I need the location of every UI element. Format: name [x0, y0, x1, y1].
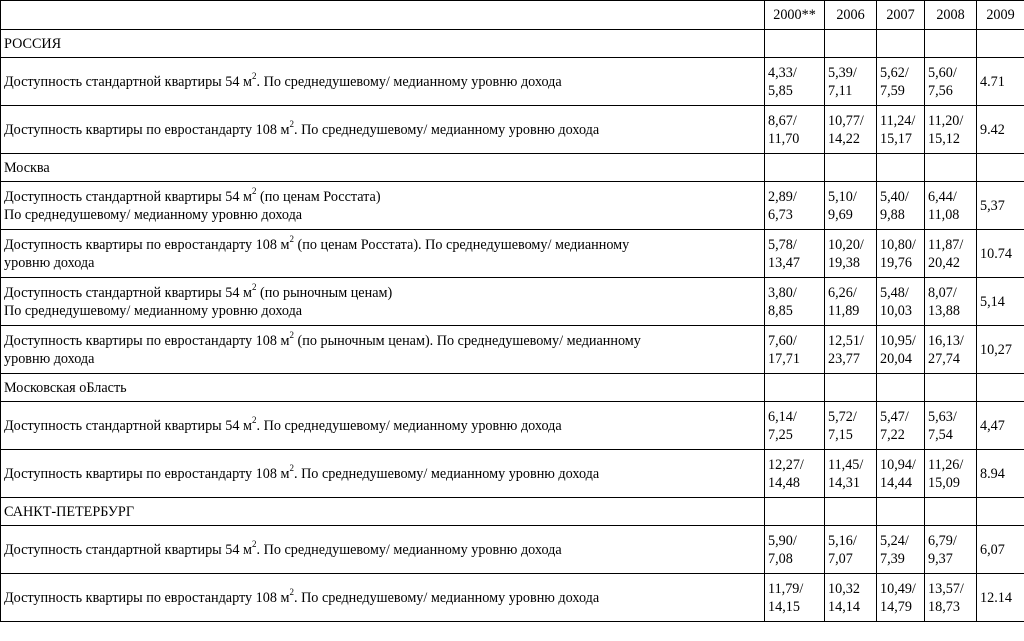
section-title: Москва — [1, 154, 765, 182]
value-cell-2008 — [925, 106, 977, 154]
value-line: 5,62/ — [880, 64, 909, 81]
value-line: 5,10/ — [828, 188, 857, 205]
value-line: 14,79 — [880, 598, 912, 615]
value-line: 5,85 — [768, 82, 793, 99]
section-empty-cell — [825, 154, 877, 182]
value-cell-2007 — [877, 106, 925, 154]
value-line: 13,57/ — [928, 580, 964, 597]
label-text: Доступность квартиры по евростандарту 108 м — [4, 121, 290, 138]
label-text: . По среднедушевому/ медианному уровню дохода — [293, 589, 600, 606]
squared-superscript: 2 — [289, 462, 294, 473]
value-line: 14,48 — [768, 474, 800, 491]
value-line: 9,37 — [928, 550, 953, 567]
value-line: 5,48/ — [880, 284, 909, 301]
label-text: Доступность квартиры по евростандарту 108 м — [4, 465, 290, 482]
value-line: 10.74 — [980, 245, 1012, 262]
value-line: 7,11 — [828, 82, 853, 99]
value-line: 11,08 — [928, 206, 960, 223]
metric-row — [1, 58, 1024, 106]
value-cell-2008 — [925, 526, 977, 574]
section-empty-cell — [925, 498, 977, 526]
value-cell-2008 — [925, 230, 977, 278]
label-text: По среднедушевому/ медианному уровню дохода — [4, 302, 303, 319]
value-cell-2007 — [877, 326, 925, 374]
label-text: . По среднедушевому/ медианному уровню дохода — [293, 121, 600, 138]
section-empty-cell — [825, 30, 877, 58]
value-line: 4,33/ — [768, 64, 797, 81]
label-text: Доступность стандартной квартиры 54 м — [4, 73, 252, 90]
value-line: 8,07/ — [928, 284, 957, 301]
value-line: 12,27/ — [768, 456, 804, 473]
metric-label-line — [4, 462, 761, 483]
label-text: уровню дохода — [4, 254, 95, 271]
label-text: уровню дохода — [4, 350, 95, 367]
value-cell-2006 — [825, 574, 877, 622]
section-empty-cell — [877, 154, 925, 182]
label-text: Доступность квартиры по евростандарту 108 м — [4, 332, 290, 349]
section-empty-cell — [765, 30, 825, 58]
value-cell-2000 — [765, 326, 825, 374]
squared-superscript: 2 — [251, 185, 257, 196]
label-text: Доступность стандартной квартиры 54 м — [4, 417, 252, 434]
value-line: 5,24/ — [880, 532, 909, 549]
section-empty-cell — [877, 30, 925, 58]
metric-label-line — [4, 185, 761, 206]
value-line: 20,04 — [880, 350, 912, 367]
metric-label-line — [4, 118, 761, 139]
value-line: 10,32 — [828, 580, 860, 597]
metric-label-line — [4, 254, 761, 272]
metric-row — [1, 326, 1024, 374]
section-empty-cell — [825, 498, 877, 526]
section-row — [1, 154, 1024, 182]
value-line: 7,08 — [768, 550, 793, 567]
metric-label-line — [4, 329, 761, 350]
value-cell-2006 — [825, 326, 877, 374]
value-cell-2007 — [877, 182, 925, 230]
metric-row — [1, 402, 1024, 450]
value-line: 16,13/ — [928, 332, 964, 349]
section-empty-cell — [877, 374, 925, 402]
metric-label — [1, 278, 765, 326]
metric-label — [1, 182, 765, 230]
value-cell-2007 — [877, 450, 925, 498]
metric-row — [1, 526, 1024, 574]
value-line: 23,77 — [828, 350, 860, 367]
table-body — [1, 1, 1024, 622]
value-cell-2007 — [877, 58, 925, 106]
section-empty-cell — [825, 374, 877, 402]
value-cell-2000 — [765, 106, 825, 154]
value-line: 5,60/ — [928, 64, 957, 81]
label-text: Доступность стандартной квартиры 54 м — [4, 541, 252, 558]
value-cell-2009 — [977, 230, 1024, 278]
value-line: 18,73 — [928, 598, 960, 615]
year-header-2007: 2007 — [877, 1, 925, 30]
label-text: (по рыночным ценам). По среднедушевому/ медианному — [293, 332, 641, 349]
value-line: 5,78/ — [768, 236, 797, 253]
value-line: 10,27 — [980, 341, 1012, 358]
value-cell-2000 — [765, 526, 825, 574]
metric-label-line — [4, 281, 761, 302]
value-line: 11,87/ — [928, 236, 964, 253]
section-row — [1, 30, 1024, 58]
value-line: 7,59 — [880, 82, 905, 99]
value-line: 5,16/ — [828, 532, 857, 549]
header-empty-cell — [1, 1, 765, 30]
value-line: 4.71 — [980, 73, 1005, 90]
value-cell-2009 — [977, 58, 1024, 106]
section-title: САНКТ-ПЕТЕРБУРГ — [1, 498, 765, 526]
value-line: 15,17 — [880, 130, 912, 147]
year-header-2006: 2006 — [825, 1, 877, 30]
value-line: 10,80/ — [880, 236, 916, 253]
value-line: 10,49/ — [880, 580, 916, 597]
value-cell-2008 — [925, 58, 977, 106]
value-line: 14,15 — [768, 598, 800, 615]
metric-label-line — [4, 233, 761, 254]
value-line: 14,14 — [828, 598, 860, 615]
label-text: (по ценам Росстата) — [256, 188, 381, 205]
label-text: Доступность квартиры по евростандарту 108 м — [4, 236, 290, 253]
section-empty-cell — [925, 30, 977, 58]
label-text: . По среднедушевому/ медианному уровню дохода — [256, 541, 562, 558]
value-line: 11,20/ — [928, 112, 964, 129]
value-cell-2008 — [925, 326, 977, 374]
squared-superscript: 2 — [289, 118, 294, 129]
metric-label-line — [4, 586, 761, 607]
metric-label-line — [4, 538, 761, 559]
section-empty-cell — [925, 154, 977, 182]
value-line: 27,74 — [928, 350, 960, 367]
value-line: 11,79/ — [768, 580, 804, 597]
metric-label — [1, 574, 765, 622]
value-cell-2007 — [877, 278, 925, 326]
squared-superscript: 2 — [251, 281, 257, 292]
value-cell-2006 — [825, 106, 877, 154]
value-cell-2000 — [765, 402, 825, 450]
section-title: Московская оБласть — [1, 374, 765, 402]
value-line: 10,20/ — [828, 236, 864, 253]
value-cell-2006 — [825, 402, 877, 450]
value-line: 7,39 — [880, 550, 905, 567]
value-line: 6,73 — [768, 206, 793, 223]
metric-label — [1, 526, 765, 574]
value-line: 5,47/ — [880, 408, 909, 425]
value-line: 14,44 — [880, 474, 912, 491]
value-line: 11,45/ — [828, 456, 864, 473]
metric-label-line — [4, 414, 761, 435]
value-cell-2006 — [825, 450, 877, 498]
section-empty-cell — [765, 374, 825, 402]
squared-superscript: 2 — [289, 586, 294, 597]
squared-superscript: 2 — [251, 414, 257, 425]
value-cell-2008 — [925, 450, 977, 498]
metric-row — [1, 278, 1024, 326]
value-line: 9,69 — [828, 206, 853, 223]
value-line: 12.14 — [980, 589, 1012, 606]
value-cell-2000 — [765, 230, 825, 278]
squared-superscript: 2 — [251, 538, 257, 549]
value-line: 5,14 — [980, 293, 1005, 310]
value-line: 7,22 — [880, 426, 905, 443]
value-line: 13,88 — [928, 302, 960, 319]
metric-row — [1, 182, 1024, 230]
value-line: 8,67/ — [768, 112, 797, 129]
section-title: РОССИЯ — [1, 30, 765, 58]
value-line: 11,70 — [768, 130, 800, 147]
metric-row — [1, 450, 1024, 498]
section-empty-cell — [765, 498, 825, 526]
value-line: 6,07 — [980, 541, 1005, 558]
label-text: . По среднедушевому/ медианному уровню дохода — [256, 73, 562, 90]
squared-superscript: 2 — [289, 329, 294, 340]
value-line: 5,63/ — [928, 408, 957, 425]
metric-label-line — [4, 70, 761, 91]
year-header-2000: 2000** — [765, 1, 825, 30]
value-line: 5,72/ — [828, 408, 857, 425]
value-cell-2008 — [925, 402, 977, 450]
squared-superscript: 2 — [251, 70, 257, 81]
metric-row — [1, 230, 1024, 278]
value-cell-2007 — [877, 402, 925, 450]
metric-label — [1, 106, 765, 154]
year-header-2009: 2009 — [977, 1, 1024, 30]
value-line: 11,89 — [828, 302, 860, 319]
value-cell-2009 — [977, 106, 1024, 154]
label-text: (по рыночным ценам) — [256, 284, 393, 301]
value-cell-2008 — [925, 278, 977, 326]
value-line: 10,03 — [880, 302, 912, 319]
value-line: 4,47 — [980, 417, 1005, 434]
value-cell-2009 — [977, 182, 1024, 230]
value-cell-2009 — [977, 450, 1024, 498]
value-line: 7,60/ — [768, 332, 797, 349]
value-line: 6,79/ — [928, 532, 957, 549]
header-row — [1, 1, 1024, 30]
value-cell-2006 — [825, 278, 877, 326]
metric-label — [1, 58, 765, 106]
value-line: 5,40/ — [880, 188, 909, 205]
value-line: 15,09 — [928, 474, 960, 491]
value-line: 9.42 — [980, 121, 1005, 138]
value-line: 10,94/ — [880, 456, 916, 473]
value-line: 9,88 — [880, 206, 905, 223]
label-text: . По среднедушевому/ медианному уровню дохода — [256, 417, 562, 434]
value-cell-2009 — [977, 574, 1024, 622]
section-empty-cell — [977, 30, 1024, 58]
value-cell-2007 — [877, 230, 925, 278]
value-cell-2006 — [825, 526, 877, 574]
value-cell-2009 — [977, 402, 1024, 450]
value-line: 5,90/ — [768, 532, 797, 549]
value-line: 7,54 — [928, 426, 953, 443]
value-cell-2006 — [825, 230, 877, 278]
label-text: Доступность квартиры по евростандарту 108 м — [4, 589, 290, 606]
value-line: 20,42 — [928, 254, 960, 271]
section-empty-cell — [765, 154, 825, 182]
value-line: 14,31 — [828, 474, 860, 491]
metric-label-line — [4, 302, 761, 320]
value-line: 6,26/ — [828, 284, 857, 301]
value-cell-2007 — [877, 526, 925, 574]
value-cell-2000 — [765, 278, 825, 326]
value-line: 13,47 — [768, 254, 800, 271]
value-line: 17,71 — [768, 350, 800, 367]
metric-row — [1, 106, 1024, 154]
metric-label — [1, 326, 765, 374]
value-cell-2009 — [977, 326, 1024, 374]
label-text: По среднедушевому/ медианному уровню дохода — [4, 206, 303, 223]
section-empty-cell — [977, 154, 1024, 182]
section-empty-cell — [977, 374, 1024, 402]
value-cell-2000 — [765, 450, 825, 498]
value-line: 5,37 — [980, 197, 1005, 214]
year-header-2008: 2008 — [925, 1, 977, 30]
value-line: 7,56 — [928, 82, 953, 99]
label-text: . По среднедушевому/ медианному уровню дохода — [293, 465, 600, 482]
metric-row — [1, 574, 1024, 622]
label-text: (по ценам Росстата). По среднедушевому/ медианному — [293, 236, 630, 253]
value-line: 8,85 — [768, 302, 793, 319]
value-line: 7,15 — [828, 426, 853, 443]
section-empty-cell — [877, 498, 925, 526]
value-line: 10,95/ — [880, 332, 916, 349]
squared-superscript: 2 — [289, 233, 294, 244]
value-line: 2,89/ — [768, 188, 797, 205]
value-cell-2006 — [825, 58, 877, 106]
metric-label-line — [4, 206, 761, 224]
metric-label-line — [4, 350, 761, 368]
section-row — [1, 374, 1024, 402]
value-cell-2009 — [977, 526, 1024, 574]
section-empty-cell — [977, 498, 1024, 526]
value-line: 14,22 — [828, 130, 860, 147]
metric-label — [1, 402, 765, 450]
metric-label — [1, 450, 765, 498]
value-cell-2000 — [765, 574, 825, 622]
value-line: 3,80/ — [768, 284, 797, 301]
value-line: 6,14/ — [768, 408, 797, 425]
section-empty-cell — [925, 374, 977, 402]
value-cell-2006 — [825, 182, 877, 230]
value-line: 8.94 — [980, 465, 1005, 482]
value-line: 12,51/ — [828, 332, 864, 349]
value-cell-2007 — [877, 574, 925, 622]
metric-label — [1, 230, 765, 278]
value-line: 10,77/ — [828, 112, 864, 129]
value-cell-2008 — [925, 574, 977, 622]
value-cell-2009 — [977, 278, 1024, 326]
value-cell-2008 — [925, 182, 977, 230]
value-cell-2000 — [765, 58, 825, 106]
value-line: 19,38 — [828, 254, 860, 271]
value-line: 15,12 — [928, 130, 960, 147]
value-line: 5,39/ — [828, 64, 857, 81]
label-text: Доступность стандартной квартиры 54 м — [4, 284, 252, 301]
value-line: 7,25 — [768, 426, 793, 443]
value-line: 19,76 — [880, 254, 912, 271]
value-line: 11,26/ — [928, 456, 964, 473]
section-row — [1, 498, 1024, 526]
label-text: Доступность стандартной квартиры 54 м — [4, 188, 252, 205]
value-line: 11,24/ — [880, 112, 916, 129]
value-line: 7,07 — [828, 550, 853, 567]
value-cell-2000 — [765, 182, 825, 230]
value-line: 6,44/ — [928, 188, 957, 205]
